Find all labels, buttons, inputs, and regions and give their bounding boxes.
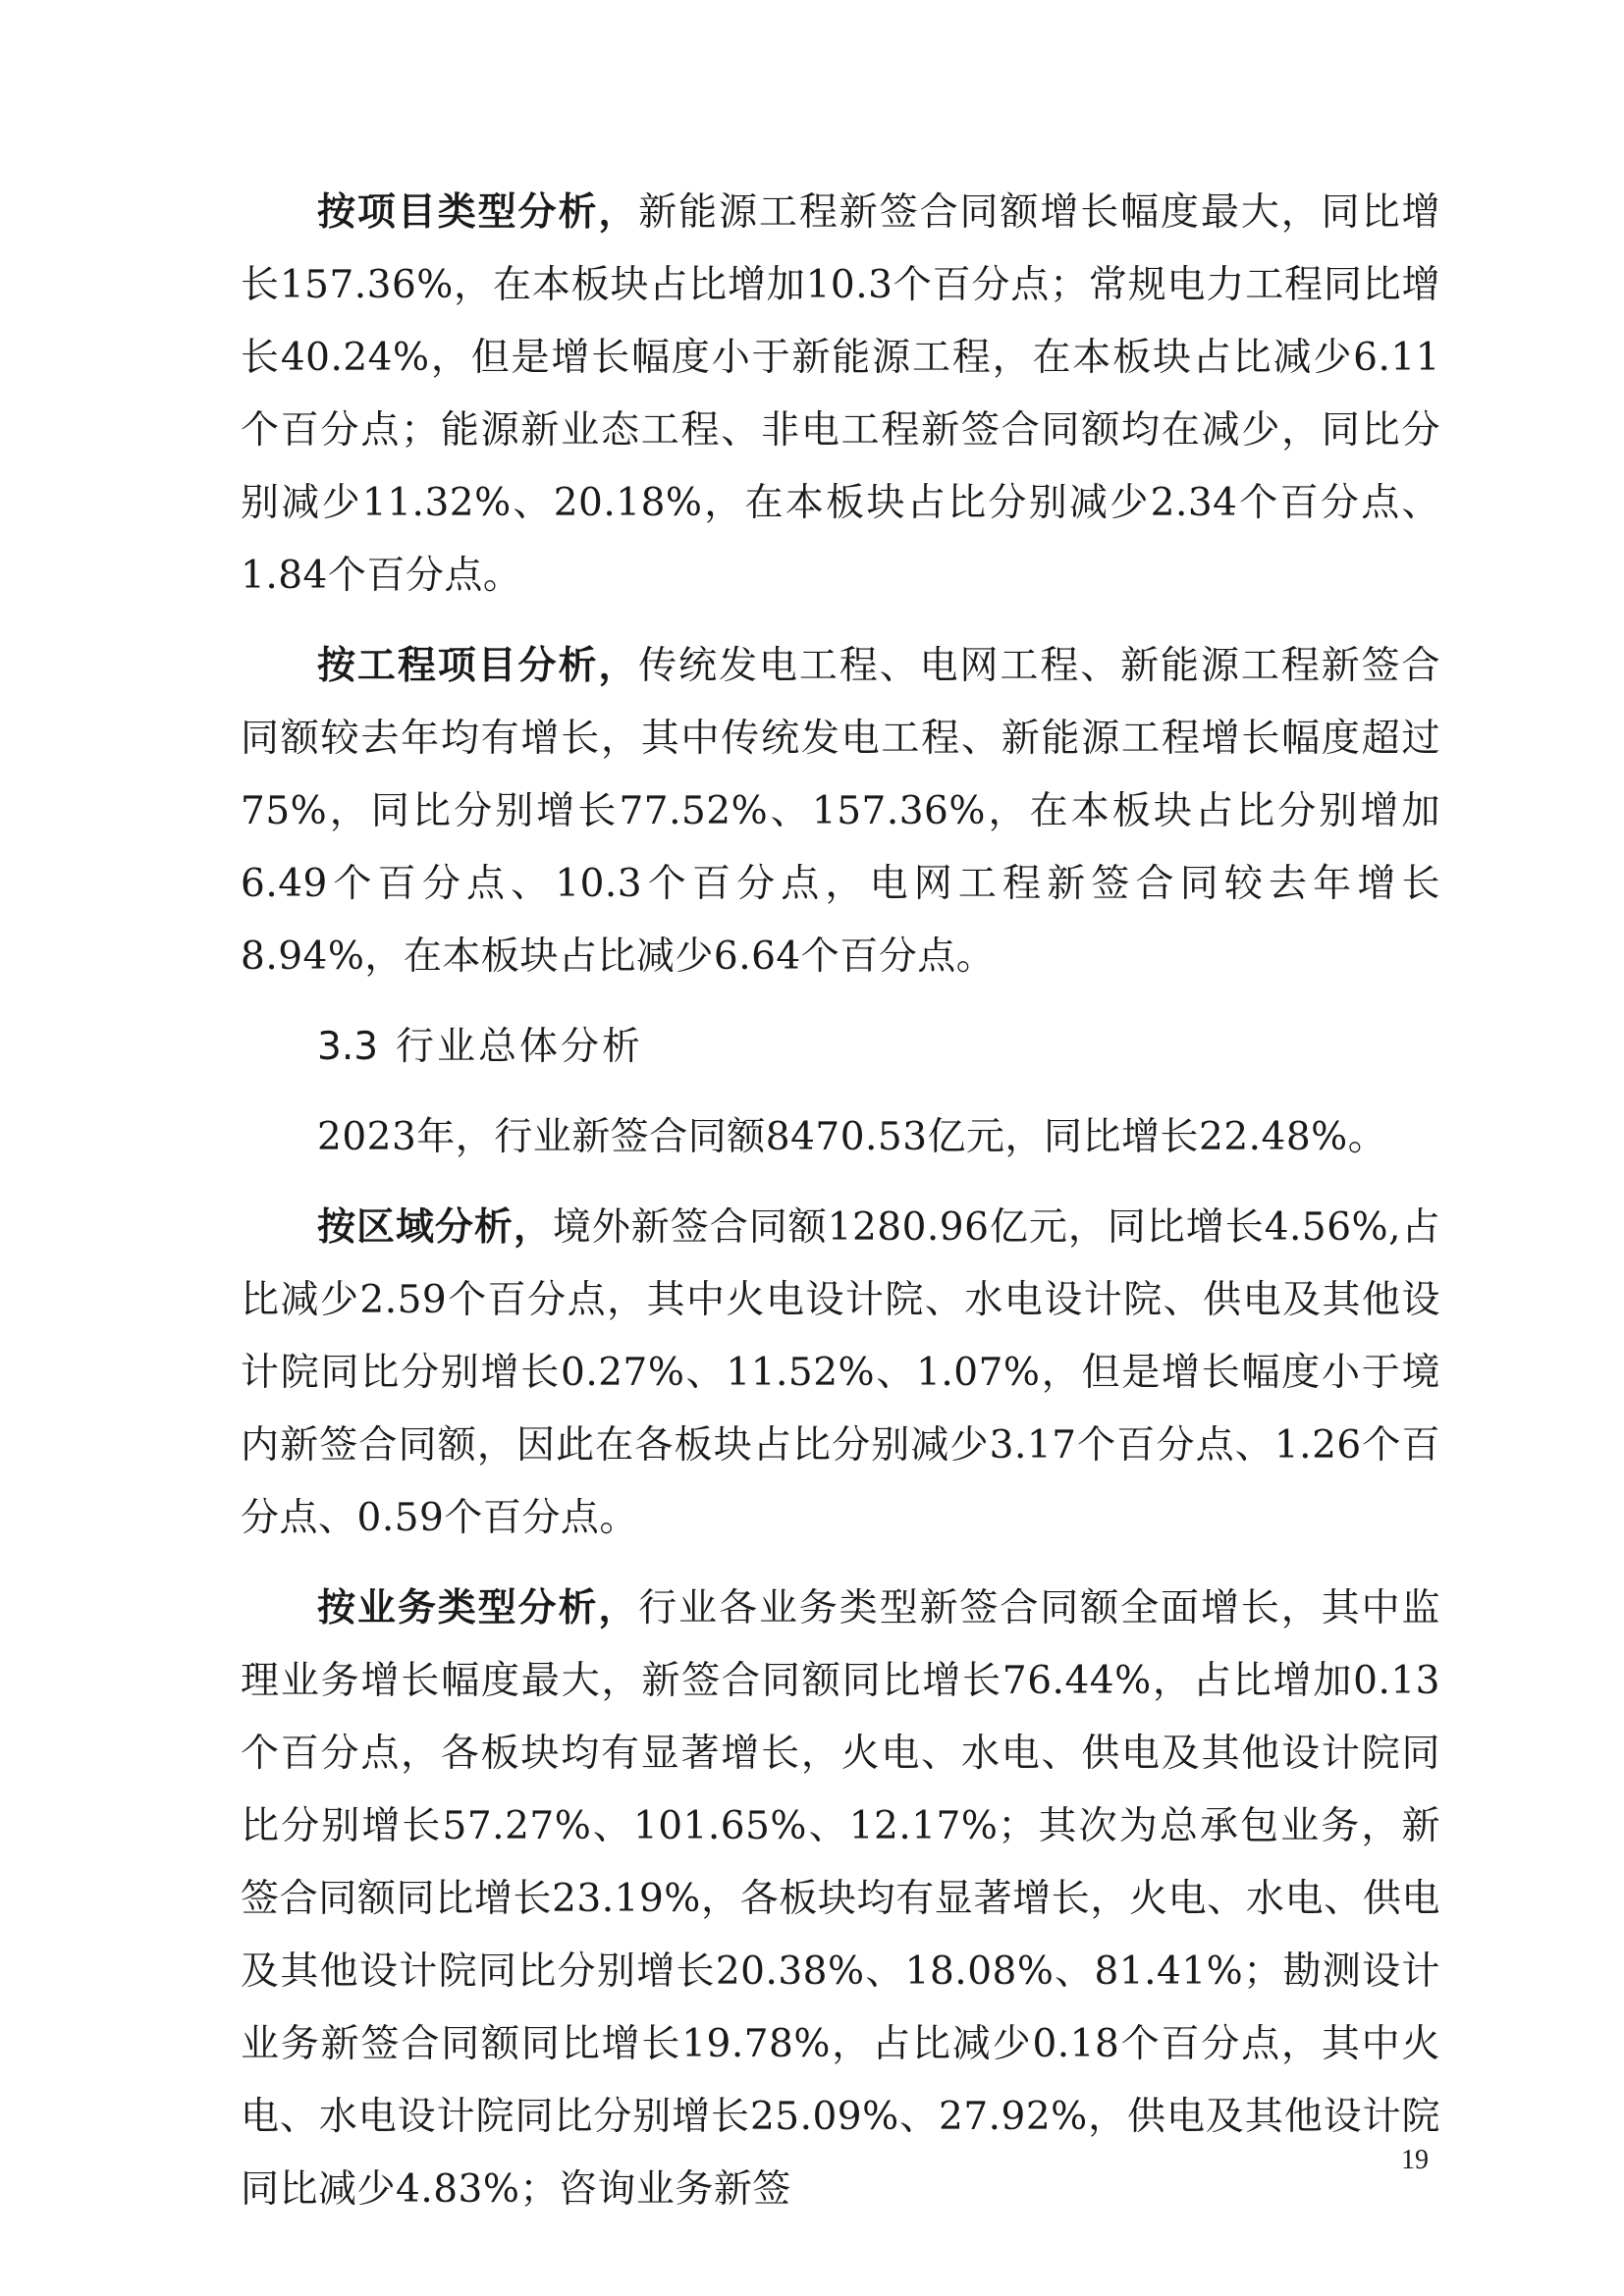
paragraph-region	[241, 1192, 1440, 1555]
page-body	[241, 177, 1440, 2244]
section-heading	[241, 1011, 1440, 1084]
section-number: 3.3	[317, 1025, 379, 1069]
paragraph-text: 境外新签合同额1280.96亿元，同比增长4.56%,占比减少2.59个百分点，其中火电设计院、水电设计院、供电及其他设计院同比分别增长0.27%、11.52%、1.07%，但是增长幅度小于境内新签合同额，因此在各板块占比分别减少3.17个百分点、1.26个百分点、0.59个百分点。	[241, 1205, 1440, 1540]
paragraph-lead: 按业务类型分析，	[317, 1586, 639, 1630]
paragraph-text: 新能源工程新签合同额增长幅度最大，同比增长157.36%，在本板块占比增加10.3个百分点；常规电力工程同比增长40.24%，但是增长幅度小于新能源工程，在本板块占比减少6.11个百分点；能源新业态工程、非电工程新签合同额均在减少，同比分别减少11.32%、20.18%，在本板块占比分别减少2.34个百分点、1.84个百分点。	[241, 190, 1440, 598]
section-title: 行业总体分析	[396, 1025, 644, 1069]
paragraph-text: 行业各业务类型新签合同额全面增长，其中监理业务增长幅度最大，新签合同额同比增长76.44%，占比增加0.13个百分点，各板块均有显著增长，火电、水电、供电及其他设计院同比分别增长57.27%、101.65%、12.17%；其次为总承包业务，新签合同额同比增长23.19%，各板块均有显著增长，火电、水电、供电及其他设计院同比分别增长20.38%、18.08%、81.41%；勘测设计业务新签合同额同比增长19.78%，占比减少0.18个百分点，其中火电、水电设计院同比分别增长25.09%、27.92%，供电及其他设计院同比减少4.83%；咨询业务新签	[241, 1586, 1440, 2212]
paragraph-summary: 2023年，行业新签合同额8470.53亿元，同比增长22.48%。	[317, 1115, 1387, 1159]
paragraph-project-type	[241, 177, 1440, 613]
page-number: 19	[1401, 2145, 1429, 2175]
paragraph-lead: 按项目类型分析，	[317, 190, 639, 235]
paragraph-business-type	[241, 1573, 1440, 2226]
paragraph-lead: 按工程项目分析，	[317, 644, 639, 688]
paragraph-text: 传统发电工程、电网工程、新能源工程新签合同额较去年均有增长，其中传统发电工程、新能源工程增长幅度超过75%，同比分别增长77.52%、157.36%，在本板块占比分别增加6.49个百分点、10.3个百分点，电网工程新签合同较去年增长8.94%，在本板块占比减少6.64个百分点。	[241, 644, 1440, 979]
paragraph-lead: 按区域分析，	[317, 1205, 553, 1250]
paragraph-engineering-project	[241, 630, 1440, 993]
